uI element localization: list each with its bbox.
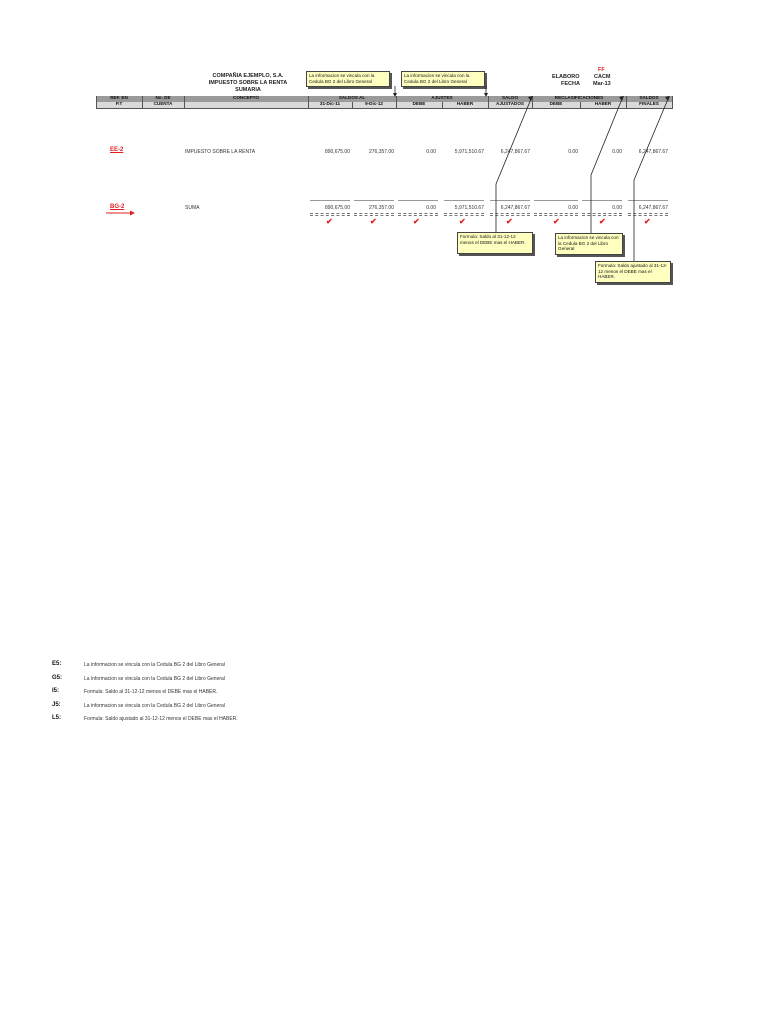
check-icon: ✔ bbox=[326, 217, 333, 226]
sum-value-dic11: 890,675.00 bbox=[324, 205, 350, 211]
col-subheader-reclas-debe: DEBE bbox=[549, 101, 563, 106]
row-value-reclas-debe: 0.00 bbox=[568, 149, 578, 155]
fecha-value: Mar-13 bbox=[593, 81, 611, 87]
sum-value-finales: 6,247,867.67 bbox=[638, 205, 668, 211]
row-value-dic12: 276,357.00 bbox=[368, 149, 394, 155]
check-icon: ✔ bbox=[413, 217, 420, 226]
col-subheader-dic11: 31-Dic-11 bbox=[319, 101, 341, 106]
legend-text: La informacion se vincula con la Cedula BG 2 del Libro General bbox=[84, 703, 225, 709]
check-icon: ✔ bbox=[370, 217, 377, 226]
comment-note-j5: La informacion se vincula con la Cedula BG 2 del Libro General bbox=[555, 233, 623, 255]
check-icon: ✔ bbox=[644, 217, 651, 226]
col-header-ref: REF. EN bbox=[110, 95, 128, 100]
col-header-saldo: SALDO bbox=[501, 95, 519, 100]
row-value-reclas-haber: 0.00 bbox=[612, 149, 622, 155]
col-header-saldos-al: SALDOS AL bbox=[338, 95, 366, 100]
check-icon: ✔ bbox=[459, 217, 466, 226]
col-header-reclasificaciones: RECLASIFICACIONES bbox=[554, 95, 604, 100]
col-subheader-dic12: 9-Dic-12 bbox=[365, 101, 383, 106]
check-icon: ✔ bbox=[599, 217, 606, 226]
sum-value-haber: 5,971,510.67 bbox=[454, 205, 484, 211]
sum-value-dic12: 276,357.00 bbox=[368, 205, 394, 211]
col-header-concepto: CONCEPTO bbox=[233, 95, 259, 100]
legend-key: L5: bbox=[52, 715, 61, 721]
row-value-finales: 6,247,867.67 bbox=[638, 149, 668, 155]
legend-text: Formula: Saldo al 31-12-12 menos el DEBE mas el HABER. bbox=[84, 689, 218, 695]
col-subheader-pt: P.T bbox=[115, 101, 123, 106]
row-ref-ee2[interactable]: EE-2 bbox=[110, 147, 124, 153]
report-type: SUMARIA bbox=[235, 87, 261, 93]
col-subheader-ajustados: AJUSTADOS bbox=[496, 101, 524, 106]
elaboro-label: ELABORO bbox=[552, 74, 580, 80]
comment-note-g5: La informacion se vincula con la Cedula BG 2 del Libro General bbox=[401, 71, 485, 87]
col-subheader-finales: FINALES bbox=[639, 101, 659, 106]
sum-value-reclas-haber: 0.00 bbox=[612, 205, 622, 211]
legend-text: La informacion se vincula con la Cedula BG 2 del Libro General bbox=[84, 662, 225, 668]
legend-key: E5: bbox=[52, 661, 62, 667]
col-subheader-cuenta: CUENTA bbox=[153, 101, 173, 106]
row-value-debe: 0.00 bbox=[426, 149, 436, 155]
check-icon: ✔ bbox=[506, 217, 513, 226]
col-header-ajustes: AJUSTES bbox=[431, 95, 453, 100]
legend-key: J5: bbox=[52, 702, 61, 708]
elaboro-value: CACM bbox=[594, 74, 611, 80]
check-icon: ✔ bbox=[553, 217, 560, 226]
sum-value-reclas-debe: 0.00 bbox=[568, 205, 578, 211]
row-value-dic11: 890,675.00 bbox=[324, 149, 350, 155]
comment-note-e5: La informacion se vincula con la Cedula BG 2 del Libro General bbox=[306, 71, 390, 87]
row-ref-bg2[interactable]: BG-2 bbox=[110, 204, 125, 210]
comment-note-i5: Formula: Saldo al 31-12-12 menos el DEBE mas el HABER. bbox=[457, 232, 533, 254]
signoff-code: FF bbox=[598, 67, 605, 73]
sum-value-ajustados: 6,247,867.67 bbox=[500, 205, 530, 211]
col-subheader-haber: HABER bbox=[456, 101, 474, 106]
note-connector-lines bbox=[0, 0, 768, 300]
row-value-haber: 5,971,510.67 bbox=[454, 149, 484, 155]
comment-note-l5: Formula: Saldo ajustado al 31-12-12 menos el DEBE mas el HABER. bbox=[595, 261, 671, 283]
sum-value-debe: 0.00 bbox=[426, 205, 436, 211]
report-subject: IMPUESTO SOBRE LA RENTA bbox=[208, 80, 288, 86]
legend-key: I5: bbox=[52, 688, 60, 694]
row-concept: IMPUESTO SOBRE LA RENTA bbox=[185, 149, 256, 155]
company-name: COMPAÑIA EJEMPLO, S.A. bbox=[212, 73, 284, 79]
legend-text: La informacion se vincula con la Cedula BG 2 del Libro General bbox=[84, 676, 225, 682]
col-header-saldos: SALDOS bbox=[639, 95, 659, 100]
col-subheader-reclas-haber: HABER bbox=[594, 101, 612, 106]
row-concept-suma: SUMA bbox=[185, 205, 200, 211]
legend-key: G5: bbox=[52, 675, 63, 681]
legend-text: Formula: Saldo ajustado al 31-12-12 menos el DEBE mas el HABER. bbox=[84, 716, 238, 722]
row-value-ajustados: 6,247,867.67 bbox=[500, 149, 530, 155]
fecha-label: FECHA bbox=[561, 81, 580, 87]
col-subheader-debe: DEBE bbox=[412, 101, 426, 106]
col-header-cuenta: No. DE bbox=[155, 95, 171, 100]
